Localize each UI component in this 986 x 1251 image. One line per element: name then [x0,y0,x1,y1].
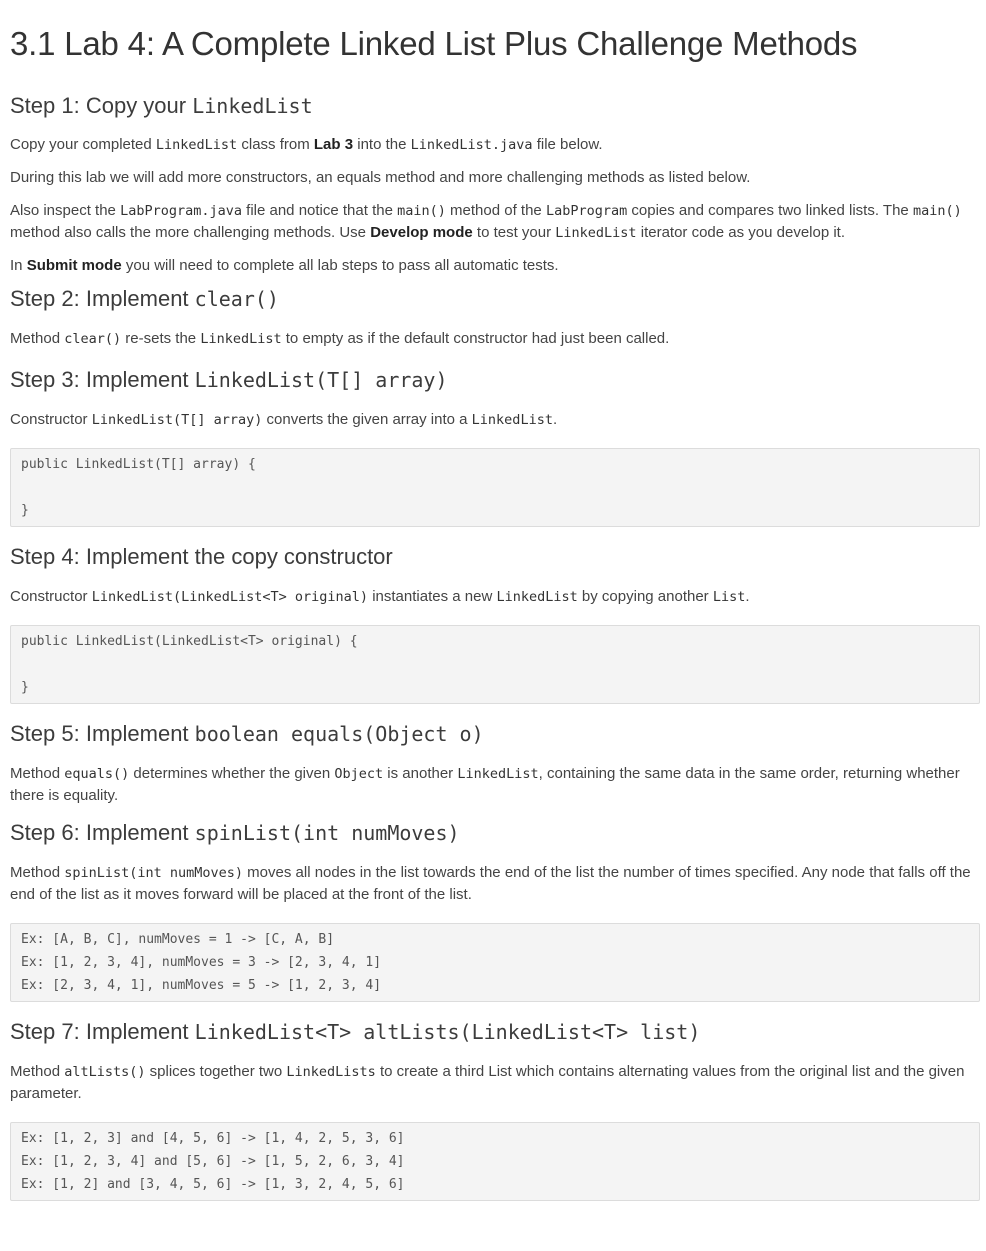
step6-code-block: Ex: [A, B, C], numMoves = 1 -> [C, A, B] Ex: [1, 2, 3, 4], numMoves = 3 -> [2, 3, 4, 1] Ex: [2, 3, 4, 1], numMoves = 5 -> [1, 2, 3, 4] [10,923,980,1002]
step2-para: Method clear() re-sets the LinkedList to empty as if the default constructor had just been called. [10,330,670,347]
step4-para: Constructor LinkedList(LinkedList<T> original) instantiates a new LinkedList by copying another List. [10,588,750,605]
step6-heading: Step 6: Implement spinList(int numMoves) [10,820,460,845]
step1-para3: Also inspect the LabProgram.java file and notice that the main() method of the LabProgram copies and compares two linked lists. The main() method also calls the more challenging methods. Use Develop mode to test your LinkedList iterator code as you develop it. [10,202,962,241]
step6-para: Method spinList(int numMoves) moves all nodes in the list towards the end of the list the number of times specified. Any node that falls off the end of the list as it moves forward will be placed at the front of the list. [10,864,971,903]
step1-para1: Copy your completed LinkedList class from Lab 3 into the LinkedList.java file below. [10,136,603,153]
step1-heading: Step 1: Copy your LinkedList [10,93,313,118]
step3-heading: Step 3: Implement LinkedList(T[] array) [10,367,448,392]
page-title: 3.1 Lab 4: A Complete Linked List Plus Challenge Methods [10,25,858,62]
lab-page [0,24,986,1201]
step3-code-block: public LinkedList(T[] array) { } [10,448,980,527]
step5-heading: Step 5: Implement boolean equals(Object o) [10,721,484,746]
step3-para: Constructor LinkedList(T[] array) converts the given array into a LinkedList. [10,411,558,428]
step7-code-block: Ex: [1, 2, 3] and [4, 5, 6] -> [1, 4, 2, 5, 3, 6] Ex: [1, 2, 3, 4] and [5, 6] -> [1, 5, 2, 6, 3, 4] Ex: [1, 2] and [3, 4, 5, 6] -> [1, 3, 2, 4, 5, 6] [10,1122,980,1201]
step1-para4: In Submit mode you will need to complete all lab steps to pass all automatic tests. [10,257,559,274]
step4-code-block: public LinkedList(LinkedList<T> original) { } [10,625,980,704]
step7-para: Method altLists() splices together two LinkedLists to create a third List which contains alternating values from the original list and the given parameter. [10,1063,965,1102]
step5-para: Method equals() determines whether the given Object is another LinkedList, containing the same data in the same order, returning whether there is equality. [10,765,960,804]
step1-para2: During this lab we will add more constructors, an equals method and more challenging methods as listed below. [10,169,751,186]
step2-heading: Step 2: Implement clear() [10,286,279,311]
step4-heading: Step 4: Implement the copy constructor [10,544,393,569]
step7-heading: Step 7: Implement LinkedList<T> altLists(LinkedList<T> list) [10,1019,701,1044]
